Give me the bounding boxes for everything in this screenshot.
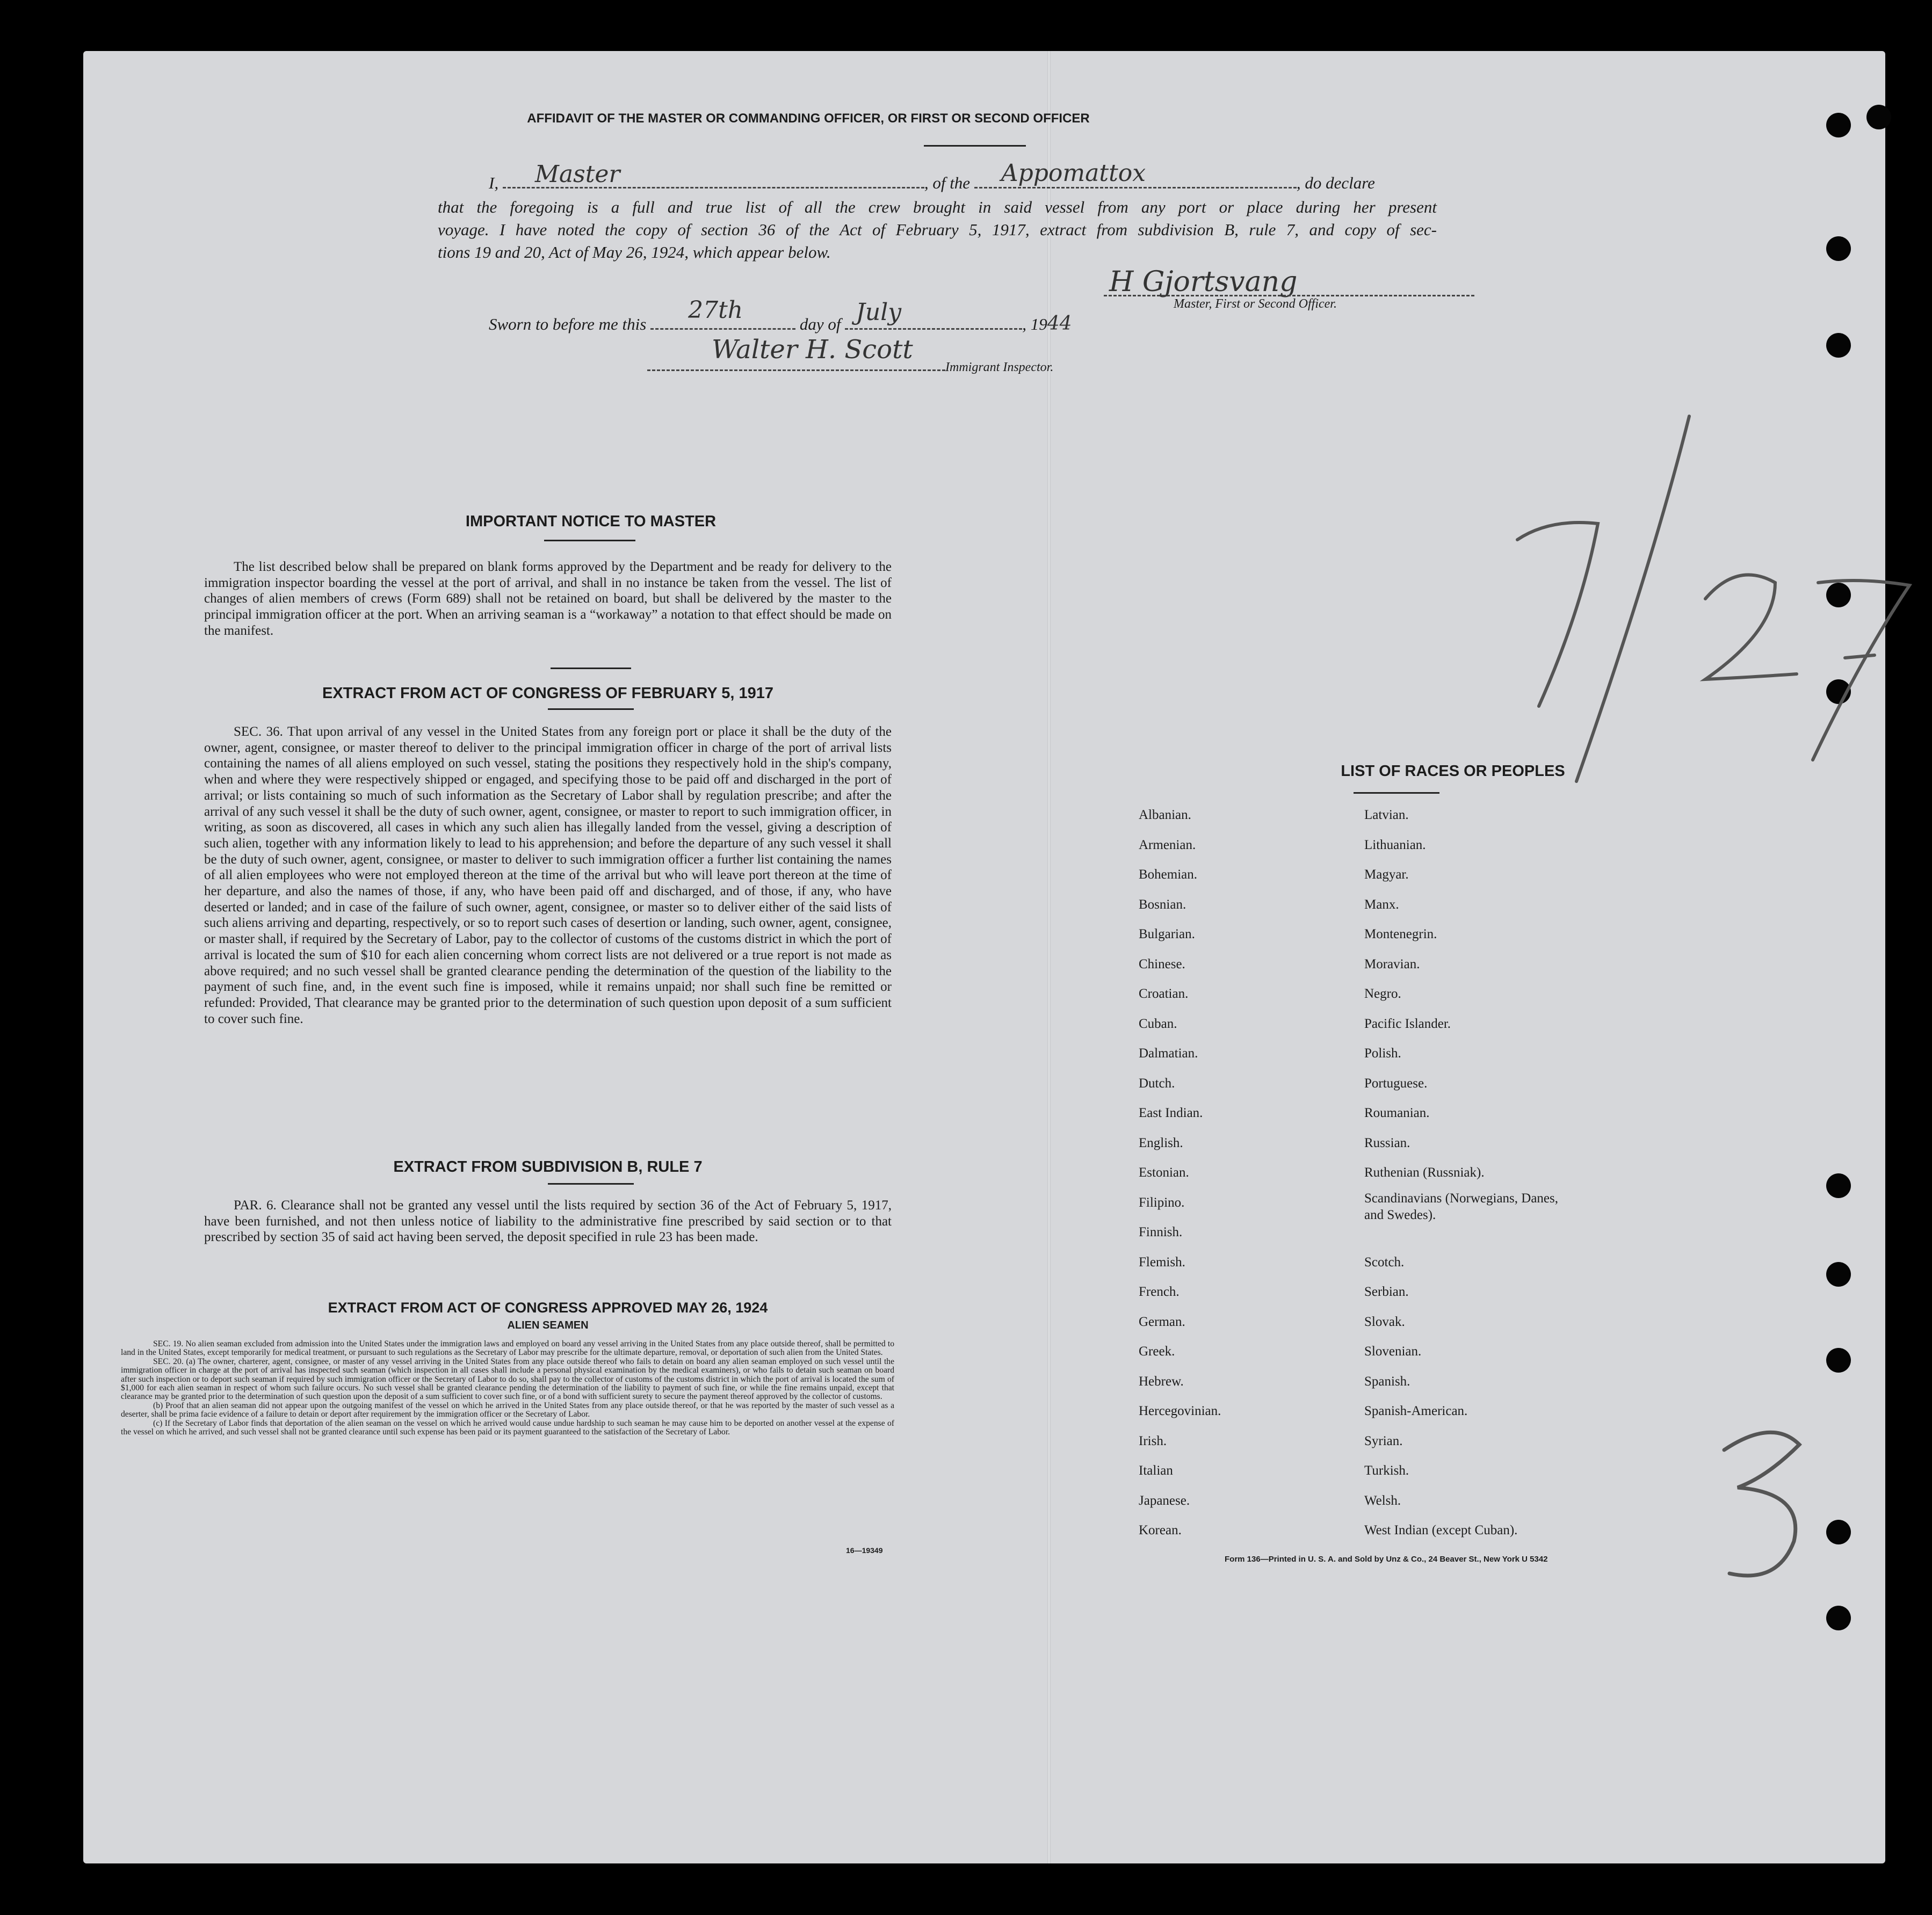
punch-hole bbox=[1866, 105, 1891, 129]
year-prefix: , 19 bbox=[1022, 315, 1047, 333]
race-item: German. bbox=[1139, 1314, 1185, 1329]
race-item: Scotch. bbox=[1364, 1254, 1405, 1270]
extract-rule7-title: EXTRACT FROM SUBDIVISION B, RULE 7 bbox=[393, 1158, 703, 1176]
race-item: Flemish. bbox=[1139, 1254, 1185, 1270]
race-item: Syrian. bbox=[1364, 1433, 1403, 1448]
race-item: Lithuanian. bbox=[1364, 837, 1426, 852]
affidavit-body-line: tions 19 and 20, Act of May 26, 1924, which appear below. bbox=[438, 243, 831, 262]
declare-label: , do declare bbox=[1296, 173, 1375, 192]
race-item: Hebrew. bbox=[1139, 1374, 1184, 1389]
notice-rule bbox=[544, 540, 635, 541]
race-item: Serbian. bbox=[1364, 1285, 1409, 1299]
races-right-column bbox=[1364, 800, 1563, 1546]
race-item: Croatian. bbox=[1139, 986, 1189, 1001]
race-item: Polish. bbox=[1364, 1046, 1401, 1061]
date-mark-text: 7/27 bbox=[1474, 405, 1475, 406]
race-item: Manx. bbox=[1364, 897, 1399, 912]
extract-1924-subtitle: ALIEN SEAMEN bbox=[507, 1319, 589, 1331]
race-item: East Indian. bbox=[1139, 1106, 1203, 1120]
officer-blank bbox=[503, 161, 924, 188]
race-item: Korean. bbox=[1139, 1523, 1182, 1537]
race-item: Irish. bbox=[1139, 1433, 1167, 1448]
notice-text: The list described below shall be prepared on blank forms approved by the Department and be ready for delivery to the immigration inspector boarding the vessel at the port of arrival, and shall in no instance be taken from the vessel. The list of changes of alien members of crews (Form 689) shall not be retained on board, but shall be delivered by the master to the principal immigration officer at the port. When an arriving seaman is a “workaway” a notation to that effect should be made on the manifest. bbox=[204, 560, 892, 638]
race-item: Welsh. bbox=[1364, 1493, 1401, 1508]
race-item: Slovenian. bbox=[1364, 1344, 1422, 1359]
title-rule bbox=[924, 145, 1026, 147]
race-item: Bosnian. bbox=[1139, 897, 1186, 912]
inspector-caption: Immigrant Inspector. bbox=[945, 360, 1054, 374]
punch-hole bbox=[1826, 1348, 1851, 1373]
race-item: Albanian. bbox=[1139, 808, 1191, 822]
month-handwritten: July bbox=[856, 299, 902, 326]
race-item: Italian bbox=[1139, 1463, 1173, 1478]
sec-20b-text: (b) Proof that an alien seaman did not appear upon the outgoing manifest of the vessel on which he arrived in the United States from any place outside thereof, or that he was reported by the master of such vessel as a deserter, shall be prima facie evidence of a failure to detain or deport after requirement by the immigration officer or the Secretary of Labor. bbox=[121, 1401, 894, 1419]
race-item: French. bbox=[1139, 1285, 1180, 1299]
race-item: Negro. bbox=[1364, 986, 1401, 1001]
vessel-blank bbox=[974, 159, 1297, 188]
race-item: Dutch. bbox=[1139, 1076, 1175, 1091]
race-item: Spanish-American. bbox=[1364, 1404, 1468, 1418]
sworn-label: Sworn to before me this bbox=[489, 315, 647, 333]
race-item: Latvian. bbox=[1364, 808, 1409, 822]
race-item: Bohemian. bbox=[1139, 867, 1198, 882]
race-item: Filipino. bbox=[1139, 1195, 1185, 1210]
sec-20c-text: (c) If the Secretary of Labor finds that deportation of the alien seaman on the vessel on which he arrived would cause undue hardship to such seaman he may cause him to be deported on another vessel at the expense of the vessel on which he arrived, and such vessel shall not be granted clearance until such expense has been paid or its payment guaranteed to the satisfaction of the Secretary of Labor. bbox=[121, 1418, 894, 1437]
form-code: 16—19349 bbox=[846, 1546, 883, 1555]
races-rule bbox=[1354, 792, 1439, 794]
extract-rule7-rule bbox=[548, 1183, 634, 1185]
extract-1924-title: EXTRACT FROM ACT OF CONGRESS APPROVED MAY 26, 1924 bbox=[328, 1300, 768, 1316]
inspector-line bbox=[647, 335, 1054, 379]
race-item: Japanese. bbox=[1139, 1493, 1190, 1508]
race-item: West Indian (except Cuban). bbox=[1364, 1523, 1518, 1537]
punch-hole bbox=[1826, 113, 1851, 137]
races-left-column bbox=[1139, 800, 1221, 1546]
punch-hole bbox=[1826, 236, 1851, 261]
race-item: Portuguese. bbox=[1364, 1076, 1428, 1091]
race-item: Dalmatian. bbox=[1139, 1046, 1198, 1061]
month-blank bbox=[845, 299, 1022, 330]
extract-1917-text: SEC. 36. That upon arrival of any vessel in the United States from any foreign port or place it shall be the duty of the owner, agent, consignee, or master thereof to deliver to the principal immigration officer in charge of the port of arrival lists containing the names of all aliens employed on such vessel, stating the positions they respectively hold in the ship's company, when and where they were respectively shipped or engaged, and specifying those to be paid off and discharged in the port of arrival; or lists containing so much of such information as the Secretary of Labor shall by regulation prescribe; and after the arrival of any such vessel it shall be the duty of such owner, agent, consignee, or master to report to such immigration officer, in writing, as soon as discovered, all cases in which any such alien has illegally landed from the vessel, giving a description of such alien, together with any information likely to lead to his apprehension; and before the departure of any such vessel it shall be the duty of such owner, agent, consignee, or master to deliver to such immigration officer a further list containing the names of all alien employees who were not employed thereon at the time of the arrival but who will leave port thereon at the time of her departure, and also the names of those, if any, who have been paid off and discharged, and of those, if any, who have deserted or landed; and in case of the failure of such owner, agent, consignee, or master so to deliver either of the said lists of such aliens arriving and departing, respectively, or so to report such cases of desertion or landing, such owner, agent, consignee, or master shall, if required by the Secretary of Labor, pay to the collector of customs of the customs district in which the port of arrival is located the sum of $10 for each alien concerning whom correct lists are not delivered or a true report is not made as above required; and no such vessel shall be granted clearance pending the determination of the question of the liability to the payment of such fine, and, in the event such fine is imposed, while it remains unpaid; nor shall such fine be remitted or refunded: Provided, That clearance may be granted prior to the determination of such question upon deposit of a sum sufficient to cover such fine. bbox=[204, 724, 892, 1026]
form-footer: Form 136—Printed in U. S. A. and Sold by Unz & Co., 24 Beaver St., New York U 5342 bbox=[1225, 1555, 1548, 1564]
day-handwritten: 27th bbox=[688, 296, 743, 324]
page-number-pencil bbox=[1697, 1412, 1832, 1590]
race-item: Armenian. bbox=[1139, 837, 1196, 852]
extract-1924-sections bbox=[121, 1340, 894, 1437]
race-item: Hercegovinian. bbox=[1139, 1404, 1221, 1418]
race-item: Montenegrin. bbox=[1364, 927, 1437, 941]
race-item: Spanish. bbox=[1364, 1374, 1410, 1389]
punch-hole bbox=[1826, 1262, 1851, 1287]
race-item: Roumanian. bbox=[1364, 1106, 1430, 1120]
sworn-line bbox=[489, 296, 1241, 336]
affidavit-body-line: that the foregoing is a full and true list of all the crew brought in said vessel from any port or place during her present bbox=[438, 198, 1437, 216]
affidavit-body-line: voyage. I have noted the copy of section 36 of the Act of February 5, 1917, extract from subdivision B, rule 7, and copy of sec- bbox=[438, 220, 1437, 239]
page-number-text: 3 bbox=[1697, 1412, 1698, 1413]
date-pencil-mark bbox=[1474, 405, 1932, 814]
master-signature: H Gjortsvang bbox=[1109, 266, 1298, 298]
officer-handwritten: Master bbox=[534, 161, 620, 188]
year-handwritten: 44 bbox=[1047, 313, 1072, 335]
race-item: Magyar. bbox=[1364, 867, 1409, 882]
race-item: Slovak. bbox=[1364, 1314, 1405, 1329]
of-the-label: , of the bbox=[924, 173, 971, 192]
inspector-blank bbox=[647, 335, 945, 371]
race-item: Pacific Islander. bbox=[1364, 1016, 1451, 1031]
affidavit-title: AFFIDAVIT OF THE MASTER OR COMMANDING OFFICER, OR FIRST OR SECOND OFFICER bbox=[527, 111, 1090, 126]
race-item: Estonian. bbox=[1139, 1165, 1189, 1180]
sec-20a-text: SEC. 20. (a) The owner, charterer, agent, consignee, or master of any vessel arriving in the United States from any place outside thereof who fails to detain on board any alien seaman employed on such vessel until the immigration officer in charge at the port of arrival has inspected such seaman (which inspection in all cases shall include a personal physical examination by the medical examiners), or who fails to detain such seaman on board after such inspection or to deport such seaman if required by such immigration officer or the Secretary of Labor to do so, shall pay to the collector of customs of the customs district in which the port of arrival is located the sum of $1,000 for each alien seaman in respect of whom such failure occurs. No such vessel shall be granted clearance pending the determination of the liability to payment of such fine, or while the fine remains unpaid, except that clearance may be granted prior to the determination of such question upon the deposit of a sum sufficient to cover such fine, or of a bond with sufficient surety to secure the payment thereof approved by the collector of customs. bbox=[121, 1357, 894, 1402]
document-sheet bbox=[83, 51, 1885, 1863]
race-item: Greek. bbox=[1139, 1344, 1175, 1359]
day-of-label: day of bbox=[799, 315, 841, 333]
race-item: Finnish. bbox=[1139, 1225, 1183, 1239]
race-item: Scandinavians (Norwegians, Danes, and Swedes). bbox=[1364, 1191, 1559, 1222]
punch-hole bbox=[1826, 1173, 1851, 1198]
signature-caption: Master, First or Second Officer. bbox=[1174, 297, 1337, 311]
inspector-handwritten: Walter H. Scott bbox=[712, 335, 913, 365]
notice-end-rule bbox=[551, 668, 631, 669]
extract-1917-rule bbox=[548, 708, 634, 710]
extract-rule7-text: PAR. 6. Clearance shall not be granted any vessel until the lists required by section 36 of the Act of February 5, 1917, have been furnished, and not then unless notice of liability to the administrative fine prescribed by said section or to that prescribed by section 35 of said act having been served, the deposit specified in rule 23 has been made. bbox=[204, 1198, 892, 1245]
race-item: Chinese. bbox=[1139, 956, 1185, 971]
punch-hole bbox=[1826, 333, 1851, 358]
race-item: Turkish. bbox=[1364, 1463, 1409, 1478]
race-item: Cuban. bbox=[1139, 1016, 1177, 1031]
race-item: English. bbox=[1139, 1135, 1183, 1150]
affidavit-line-1 bbox=[489, 159, 1563, 194]
vessel-handwritten: Appomattox bbox=[1001, 159, 1146, 187]
day-blank bbox=[650, 296, 795, 330]
i-label: I, bbox=[489, 173, 499, 192]
sec-19-text: SEC. 19. No alien seaman excluded from admission into the United States under the immigration laws and employed on board any vessel arriving in the United States from any place outside thereof, shall be permitted to land in the United States, except temporarily for medical treatment, or pursuant to such regulations as the Secretary of Labor may prescribe for the ultimate departure, removal, or deportation of such alien from the United States. bbox=[121, 1339, 894, 1358]
race-item: Russian. bbox=[1364, 1135, 1410, 1150]
races-title: LIST OF RACES OR PEOPLES bbox=[1341, 763, 1565, 780]
notice-title: IMPORTANT NOTICE TO MASTER bbox=[465, 513, 717, 530]
extract-1917-title: EXTRACT FROM ACT OF CONGRESS OF FEBRUARY 5, 1917 bbox=[322, 685, 774, 702]
punch-hole bbox=[1826, 1606, 1851, 1630]
race-item: Moravian. bbox=[1364, 956, 1420, 971]
race-item: Bulgarian. bbox=[1139, 927, 1195, 941]
race-item: Ruthenian (Russniak). bbox=[1364, 1165, 1485, 1180]
affidavit-body bbox=[438, 196, 1437, 264]
